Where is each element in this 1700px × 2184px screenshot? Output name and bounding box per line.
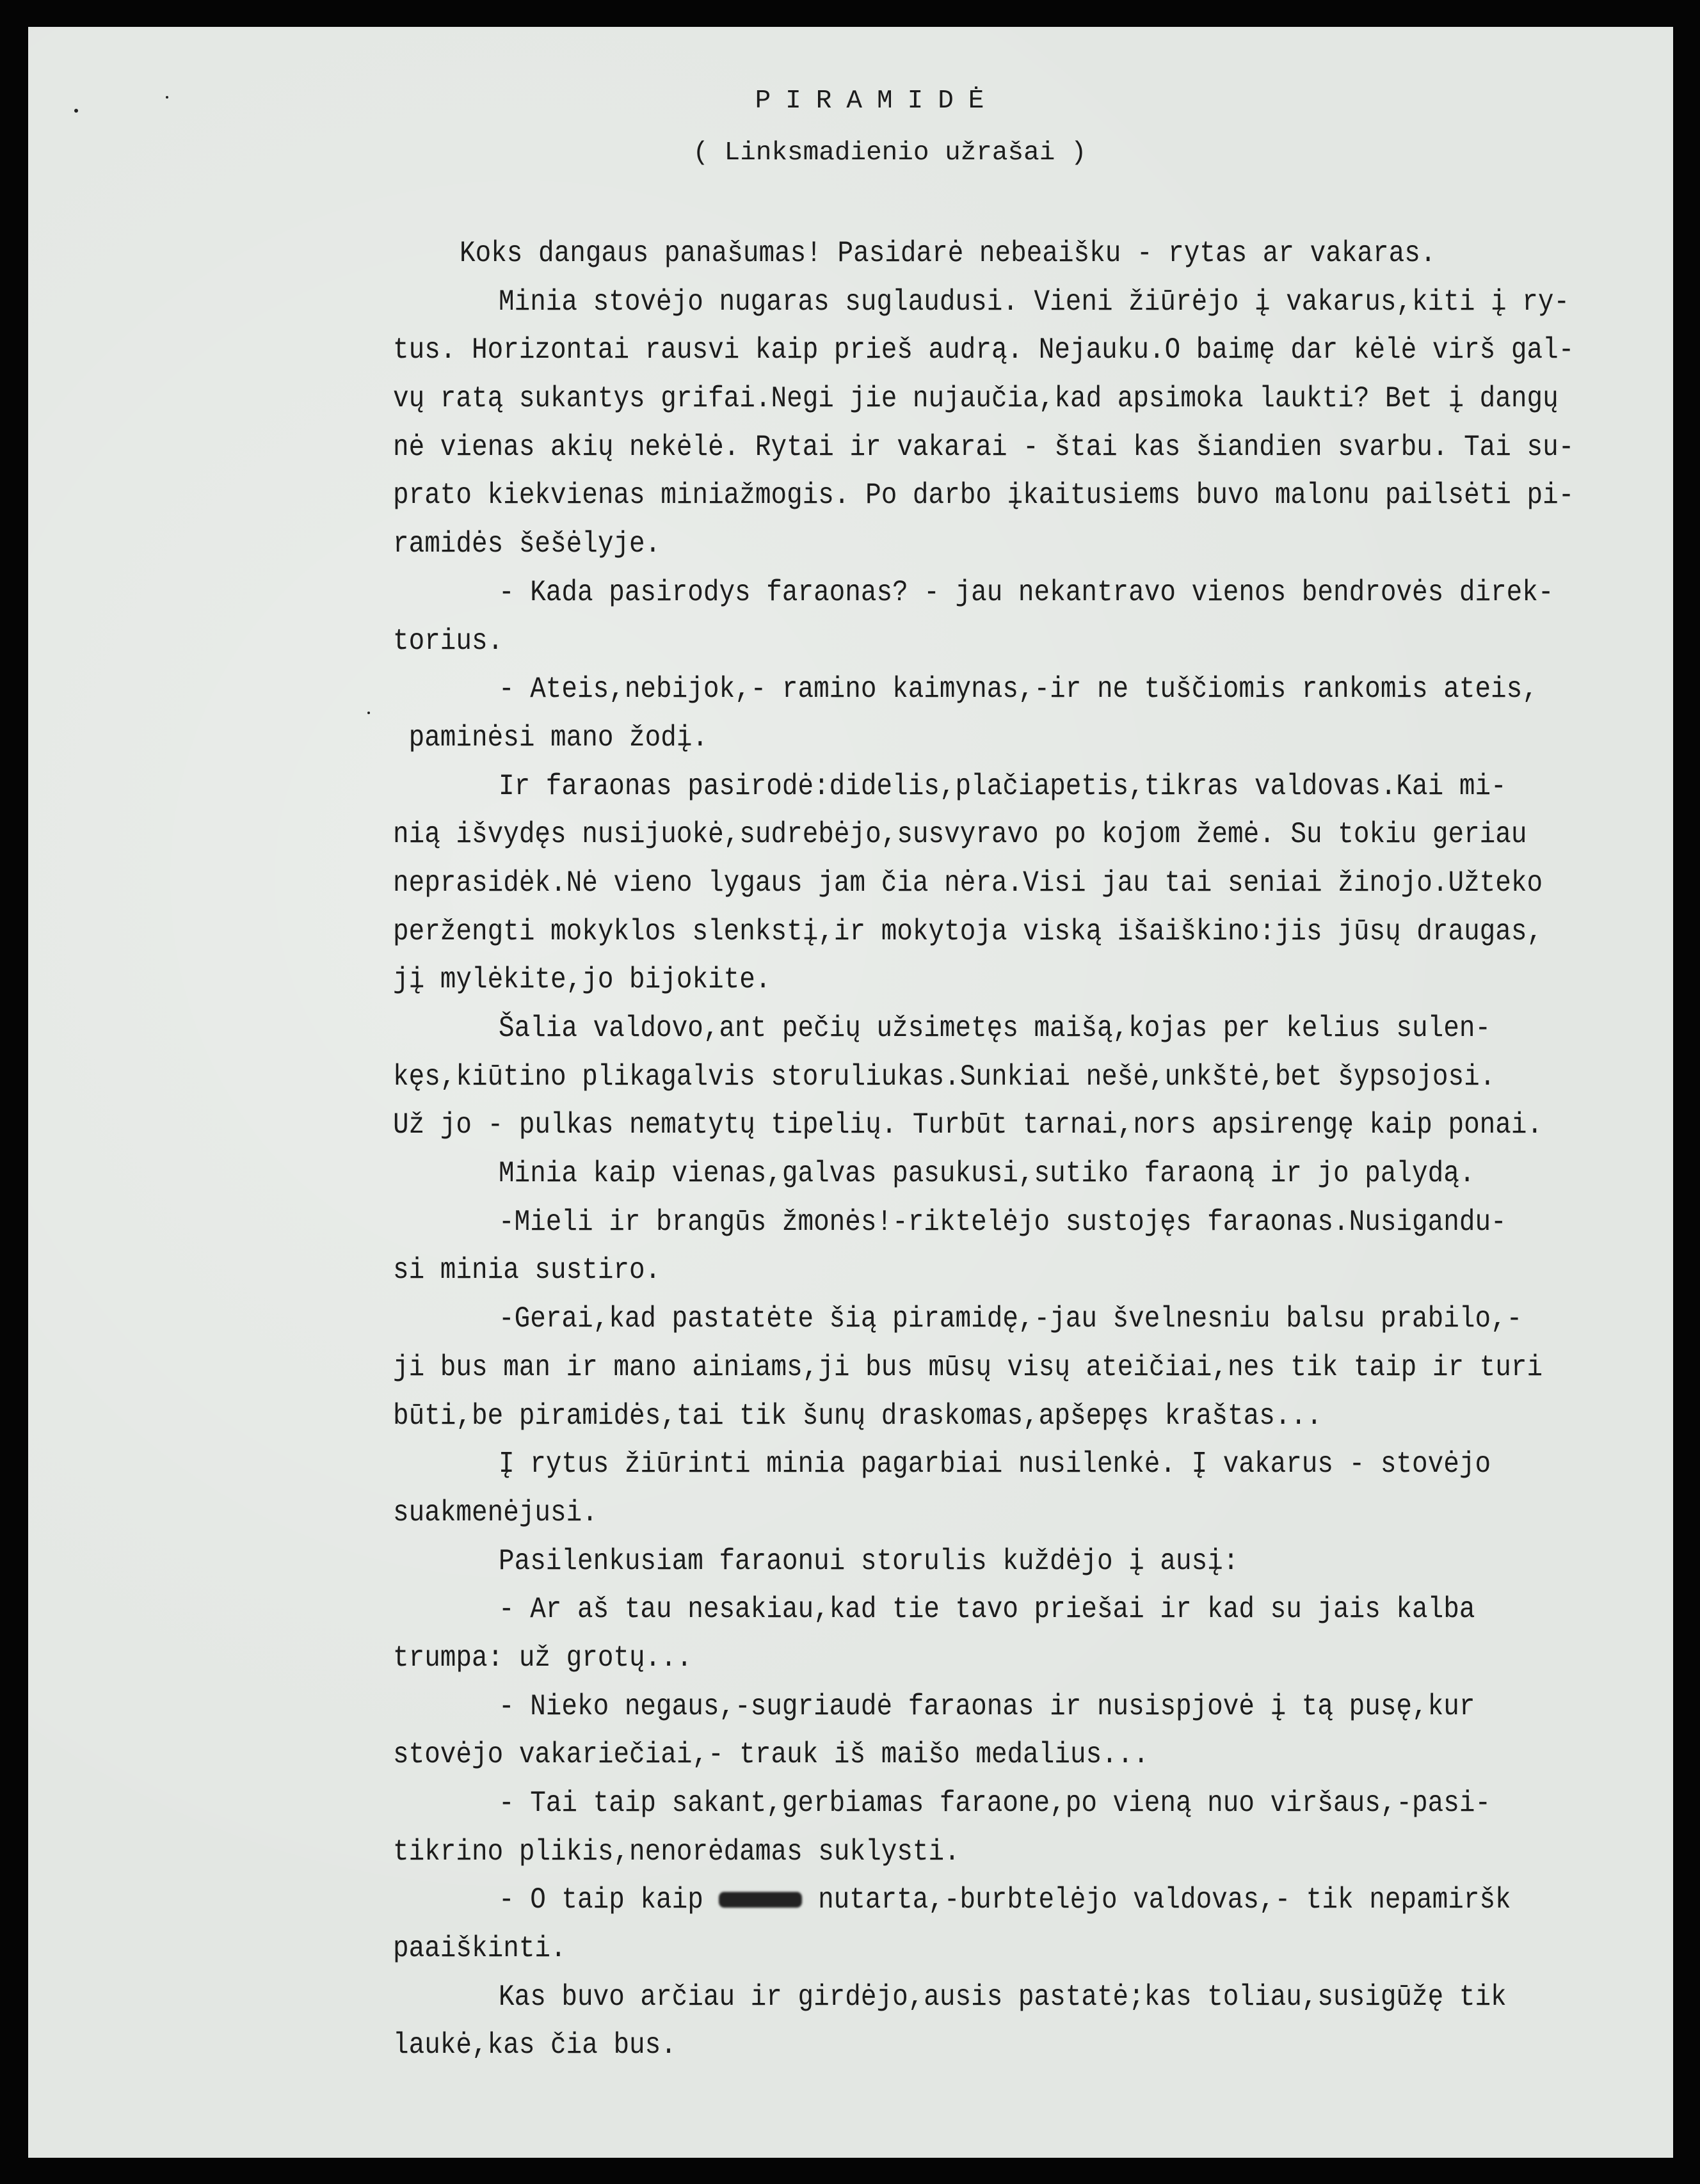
text-line: tus. Horizontai rausvi kaip prieš audrą. Nejauku.O baimę dar kėlė virš gal-: [393, 334, 1575, 368]
ink-speck: [367, 712, 370, 714]
text-line: ramidės šešėlyje.: [393, 528, 661, 561]
text-line: stovėjo vakariečiai,- trauk iš maišo medalius...: [393, 1739, 1149, 1772]
text-fragment: nutarta,-burbtelėjo valdovas,- tik nepamiršk: [802, 1884, 1511, 1918]
text-line: Koks dangaus panašumas! Pasidarė nebeaišku - rytas ar vakaras.: [460, 237, 1436, 271]
text-line: paaiškinti.: [393, 1933, 566, 1966]
document-body: [393, 230, 1648, 2071]
text-line: - Nieko negaus,-sugriaudė faraonas ir nusispjovė į tą pusę,kur: [499, 1690, 1475, 1724]
text-line: Minia stovėjo nugaras suglaudusi. Vieni žiūrėjo į vakarus,kiti į ry-: [499, 285, 1570, 319]
text-line: Už jo - pulkas nematytų tipelių. Turbūt tarnai,nors apsirengę kaip ponai.: [393, 1109, 1543, 1143]
text-line: peržengti mokyklos slenkstį,ir mokytoja viską išaiškino:jis jūsų draugas,: [393, 915, 1543, 949]
crossed-out-word: [719, 1892, 802, 1908]
text-line: - Tai taip sakant,gerbiamas faraone,po vieną nuo viršaus,-pasi-: [499, 1787, 1491, 1821]
text-line: vų ratą sukantys grifai.Negi jie nujaučia,kad apsimoka laukti? Bet į dangų: [393, 383, 1559, 416]
text-line: prato kiekvienas miniažmogis. Po darbo įkaitusiems buvo malonu pailsėti pi-: [393, 479, 1575, 513]
text-line: neprasidėk.Nė vieno lygaus jam čia nėra.Visi jau tai seniai žinojo.Užteko: [393, 867, 1543, 900]
text-line: jį mylėkite,jo bijokite.: [393, 964, 771, 997]
document-title: PIRAMIDĖ: [755, 86, 999, 116]
text-line: -Mieli ir brangūs žmonės!-riktelėjo sustojęs faraonas.Nusigandu-: [499, 1206, 1507, 1239]
text-line: - Kada pasirodys faraonas? - jau nekantravo vienos bendrovės direk-: [499, 576, 1554, 610]
text-line: suakmenėjusi.: [393, 1497, 598, 1530]
text-line: - Ar aš tau nesakiau,kad tie tavo priešai ir kad su jais kalba: [499, 1593, 1475, 1627]
text-fragment: - O taip kaip: [499, 1884, 719, 1918]
text-line: tikrino plikis,nenorėdamas suklysti.: [393, 1835, 960, 1869]
text-line: Šalia valdovo,ant pečių užsimetęs maišą,kojas per kelius sulen-: [499, 1012, 1491, 1046]
text-line: - Ateis,nebijok,- ramino kaimynas,-ir ne tuščiomis rankomis ateis,: [499, 673, 1538, 706]
text-line: ji bus man ir mano ainiams,ji bus mūsų visų ateičiai,nes tik taip ir turi: [393, 1351, 1543, 1385]
text-line: būti,be piramidės,tai tik šunų draskomas,apšepęs kraštas...: [393, 1399, 1322, 1433]
text-line: kęs,kiūtino plikagalvis storuliukas.Sunkiai nešė,unkštė,bet šypsojosi.: [393, 1060, 1496, 1094]
document-subtitle: ( Linksmadienio užrašai ): [693, 138, 1087, 168]
text-line: [393, 1874, 1648, 1929]
text-line: paminėsi mano žodį.: [393, 722, 709, 755]
text-line: Ir faraonas pasirodė:didelis,plačiapetis,tikras valdovas.Kai mi-: [499, 770, 1507, 804]
text-line: nią išvydęs nusijuokė,sudrebėjo,susvyravo po kojom žemė. Su tokiu geriau: [393, 818, 1527, 852]
text-line: Pasilenkusiam faraonui storulis kuždėjo į ausį:: [499, 1545, 1239, 1579]
text-line: Kas buvo arčiau ir girdėjo,ausis pastatė;kas toliau,susigūžę tik: [499, 1981, 1507, 2014]
text-line: Minia kaip vienas,galvas pasukusi,sutiko faraoną ir jo palydą.: [499, 1158, 1475, 1191]
text-line: si minia sustiro.: [393, 1254, 661, 1288]
text-line: torius.: [393, 625, 504, 658]
text-line: trumpa: už grotų...: [393, 1642, 693, 1675]
text-line: nė vienas akių nekėlė. Rytai ir vakarai - štai kas šiandien svarbu. Tai su-: [393, 431, 1575, 465]
text-line: -Gerai,kad pastatėte šią piramidę,-jau švelnesniu balsu prabilo,-: [499, 1303, 1523, 1336]
text-line: laukė,kas čia bus.: [393, 2029, 677, 2063]
text-line: Į rytus žiūrinti minia pagarbiai nusilenkė. Į vakarus - stovėjo: [499, 1448, 1491, 1481]
